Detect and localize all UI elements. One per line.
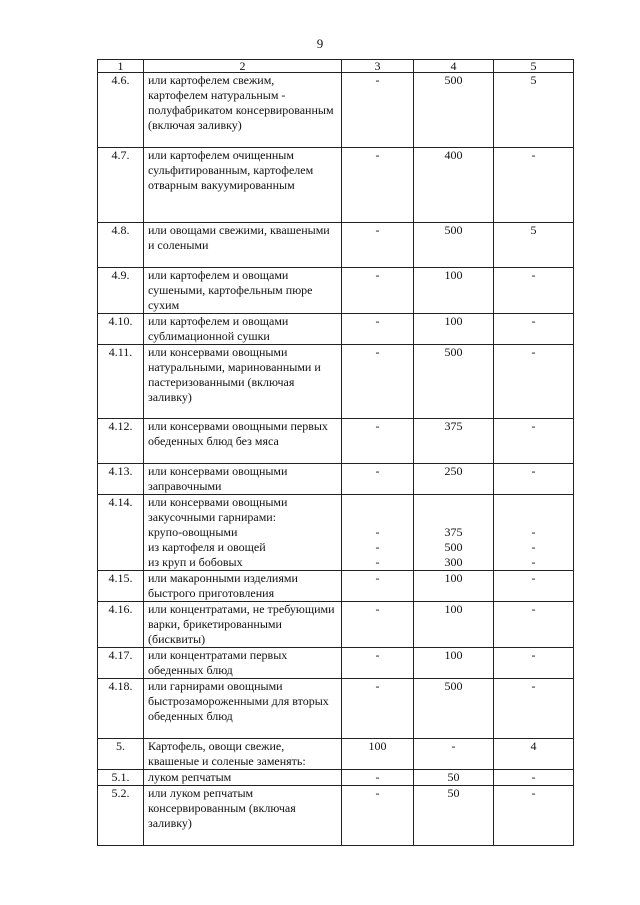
col4-value: 500 [414, 73, 494, 148]
col5-value: - [494, 770, 574, 786]
sub-item-label: крупо-овощными [148, 525, 238, 539]
col3-value [342, 495, 414, 571]
sub-item-value: - [531, 540, 536, 554]
col5-value [494, 495, 574, 571]
col5-value: - [494, 464, 574, 495]
row-number: 4.17. [98, 648, 144, 679]
row-name: Картофель, овощи свежие, квашеные и соленые заменять: [144, 739, 342, 770]
col5-value: 5 [494, 223, 574, 268]
col4-value: 100 [414, 648, 494, 679]
table-header-row [98, 60, 574, 73]
col4-value: - [414, 739, 494, 770]
col5-value: - [494, 571, 574, 602]
sub-item-label: из картофеля и овощей [148, 540, 266, 554]
col4-value: 500 [414, 223, 494, 268]
table-row [98, 495, 574, 571]
row-number: 4.18. [98, 679, 144, 739]
table-row [98, 648, 574, 679]
row-number: 4.16. [98, 602, 144, 648]
col4-value: 400 [414, 148, 494, 223]
col3-value: 100 [342, 739, 414, 770]
row-name [144, 495, 342, 571]
col3-value: - [342, 464, 414, 495]
table-row [98, 770, 574, 786]
spacer [418, 510, 489, 525]
table-row [98, 679, 574, 739]
sub-item-value: - [375, 555, 380, 569]
col3-value: - [342, 223, 414, 268]
table-row [98, 148, 574, 223]
col4-value: 500 [414, 345, 494, 419]
col3-value: - [342, 571, 414, 602]
sub-item-label: из круп и бобовых [148, 555, 243, 569]
column-header: 1 [98, 60, 144, 73]
spacer [346, 510, 409, 525]
col5-value: - [494, 314, 574, 345]
row-name-text: или консервами овощными закусочными гарнирами: [148, 495, 288, 524]
table-row [98, 73, 574, 148]
sub-item-value: - [531, 525, 536, 539]
page-number: 9 [316, 36, 324, 51]
row-name: или картофелем и овощами сублимационной сушки [144, 314, 342, 345]
spacer [418, 495, 489, 510]
col3-value: - [342, 148, 414, 223]
row-number: 4.10. [98, 314, 144, 345]
table-row [98, 602, 574, 648]
table-row [98, 345, 574, 419]
col5-value: - [494, 268, 574, 314]
row-number: 4.12. [98, 419, 144, 464]
col5-value: - [494, 345, 574, 419]
col3-value: - [342, 786, 414, 846]
col3-value: - [342, 770, 414, 786]
row-number: 5.1. [98, 770, 144, 786]
col5-value: - [494, 602, 574, 648]
row-name: или луком репчатым консервированным (включая заливку) [144, 786, 342, 846]
row-number: 4.8. [98, 223, 144, 268]
row-name: или картофелем очищенным сульфитированным, картофелем отварным вакуумированным [144, 148, 342, 223]
row-name: или концентратами первых обеденных блюд [144, 648, 342, 679]
table-row [98, 739, 574, 770]
column-header: 2 [144, 60, 342, 73]
row-name: или картофелем свежим, картофелем натуральным - полуфабрикатом консервированным (включая заливку) [144, 73, 342, 148]
row-number: 4.11. [98, 345, 144, 419]
col3-value: - [342, 73, 414, 148]
col3-value: - [342, 679, 414, 739]
sub-item-value: 375 [444, 525, 463, 539]
col5-value: - [494, 679, 574, 739]
sub-item-value: - [375, 525, 380, 539]
table-row [98, 786, 574, 846]
row-number: 4.15. [98, 571, 144, 602]
row-name: или консервами овощными первых обеденных блюд без мяса [144, 419, 342, 464]
row-name: или консервами овощными заправочными [144, 464, 342, 495]
col5-value: - [494, 419, 574, 464]
table-row [98, 464, 574, 495]
col4-value [414, 495, 494, 571]
col4-value: 500 [414, 679, 494, 739]
row-number: 4.14. [98, 495, 144, 571]
table-row [98, 419, 574, 464]
col3-value: - [342, 314, 414, 345]
norms-table [97, 59, 574, 846]
sub-item-value: 300 [444, 555, 463, 569]
col5-value: - [494, 786, 574, 846]
row-number: 4.13. [98, 464, 144, 495]
row-number: 4.6. [98, 73, 144, 148]
col3-value: - [342, 268, 414, 314]
row-number: 5. [98, 739, 144, 770]
col5-value: - [494, 148, 574, 223]
col3-value: - [342, 602, 414, 648]
col5-value: - [494, 648, 574, 679]
table-row [98, 268, 574, 314]
row-name: или овощами свежими, квашеными и солеными [144, 223, 342, 268]
table-row [98, 223, 574, 268]
col4-value: 250 [414, 464, 494, 495]
column-header: 3 [342, 60, 414, 73]
col4-value: 50 [414, 770, 494, 786]
row-name: или консервами овощными натуральными, маринованными и пастеризованными (включая заливку) [144, 345, 342, 419]
col3-value: - [342, 648, 414, 679]
col4-value: 100 [414, 602, 494, 648]
col4-value: 100 [414, 571, 494, 602]
col3-value: - [342, 419, 414, 464]
row-name: луком репчатым [144, 770, 342, 786]
spacer [498, 510, 569, 525]
spacer [346, 495, 409, 510]
col4-value: 100 [414, 268, 494, 314]
row-name: или макаронными изделиями быстрого приготовления [144, 571, 342, 602]
row-number: 5.2. [98, 786, 144, 846]
sub-item-value: - [531, 555, 536, 569]
row-number: 4.9. [98, 268, 144, 314]
sub-item-value: 500 [444, 540, 463, 554]
col5-value: 5 [494, 73, 574, 148]
row-name: или гарнирами овощными быстрозамороженными для вторых обеденных блюд [144, 679, 342, 739]
spacer [498, 495, 569, 510]
table-row [98, 314, 574, 345]
row-name: или картофелем и овощами сушеными, картофельным пюре сухим [144, 268, 342, 314]
col4-value: 375 [414, 419, 494, 464]
row-name: или концентратами, не требующими варки, брикетированными (бисквиты) [144, 602, 342, 648]
row-number: 4.7. [98, 148, 144, 223]
col3-value: - [342, 345, 414, 419]
column-header: 4 [414, 60, 494, 73]
table-row [98, 571, 574, 602]
column-header: 5 [494, 60, 574, 73]
col4-value: 100 [414, 314, 494, 345]
sub-item-value: - [375, 540, 380, 554]
col5-value: 4 [494, 739, 574, 770]
col4-value: 50 [414, 786, 494, 846]
